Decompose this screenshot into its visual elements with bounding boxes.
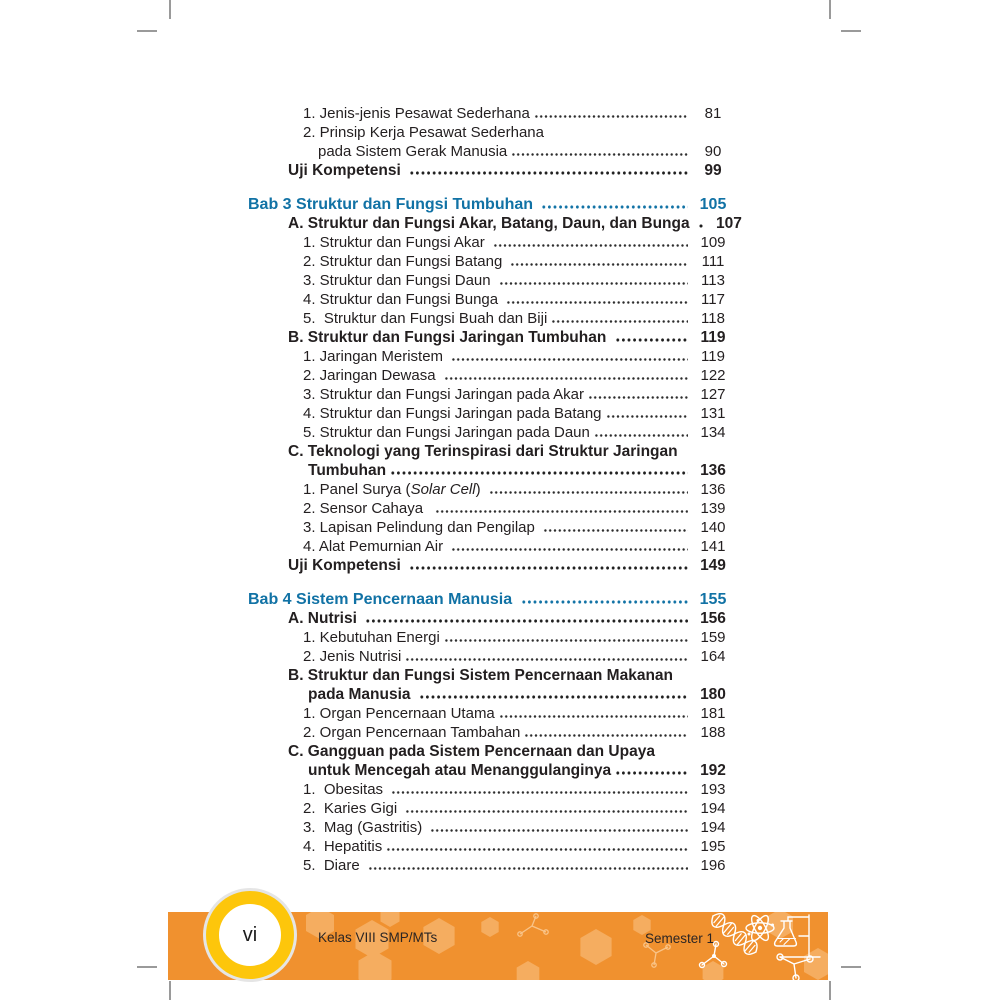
toc-entry-label: pada Sistem Gerak Manusia: [318, 143, 508, 160]
toc-leader-dots: [435, 499, 688, 518]
toc-entry-page: 192: [700, 762, 726, 779]
toc-entry: [248, 142, 735, 161]
toc-entry-label: A. Struktur dan Fungsi Akar, Batang, Daun, dan Bunga: [288, 215, 694, 232]
toc-leader-dots: [444, 366, 688, 385]
toc-entry-page: 149: [700, 557, 726, 574]
toc-leader-dots: [451, 347, 688, 366]
toc-entry-label: 3. Struktur dan Fungsi Jaringan pada Akar: [303, 386, 585, 403]
toc-leader-dots: [405, 799, 688, 818]
toc-entry-page: 136: [700, 481, 726, 498]
toc-gap: [248, 575, 735, 590]
toc-entry: [248, 461, 735, 480]
footer-class-label: Kelas VIII SMP/MTs: [318, 930, 438, 945]
toc-entry: [248, 799, 735, 818]
toc-entry-page: 99: [704, 162, 722, 179]
toc-leader-dots: [551, 309, 688, 328]
toc-entry-page: 113: [701, 272, 725, 289]
toc-entry-page: 119: [700, 329, 726, 346]
toc-leader-dots: [499, 704, 688, 723]
toc-entry-page: 122: [700, 367, 726, 384]
toc-leader-dots: [409, 556, 688, 575]
toc-entry-page: 155: [699, 591, 727, 608]
toc-entry-page: 109: [700, 234, 726, 251]
toc-entry-page: 194: [700, 819, 726, 836]
toc-entry: [248, 609, 735, 628]
toc-entry: [248, 271, 735, 290]
toc-entry-page: 180: [700, 686, 726, 703]
toc-entry-page: 117: [701, 291, 725, 308]
toc-entry-page: 195: [700, 838, 726, 855]
toc-entry-label: 5. Struktur dan Fungsi Buah dan Biji: [303, 310, 548, 327]
toc-entry-label: B. Struktur dan Fungsi Jaringan Tumbuhan: [288, 329, 611, 346]
toc-leader-dots: [698, 214, 704, 233]
toc-leader-dots: [386, 837, 688, 856]
toc-entry-label: 2. Prinsip Kerja Pesawat Sederhana: [303, 124, 544, 141]
toc-entry-page: 159: [700, 629, 726, 646]
toc-entry-label: Tumbuhan: [308, 462, 387, 479]
toc-leader-dots: [541, 195, 688, 214]
toc-entry-page: 181: [700, 705, 726, 722]
toc-entry-label: 2. Organ Pencernaan Tambahan: [303, 724, 521, 741]
toc-entry-page: 141: [700, 538, 726, 555]
toc-entry: [248, 480, 735, 499]
toc-entry-label: Uji Kompetensi: [288, 162, 406, 179]
toc-entry-page: 164: [700, 648, 726, 665]
toc-leader-dots: [493, 233, 688, 252]
toc-gap: [248, 180, 735, 195]
toc-entry-label: 4. Hepatitis: [303, 838, 383, 855]
toc-entry-page: 90: [704, 143, 722, 160]
toc-leader-dots: [594, 423, 688, 442]
toc-leader-dots: [405, 647, 688, 666]
toc-entry-label: 1. Obesitas: [303, 781, 388, 798]
toc-entry-label: 3. Struktur dan Fungsi Daun: [303, 272, 495, 289]
toc-entry: [248, 647, 735, 666]
toc-leader-dots: [606, 404, 688, 423]
crop-mark: [169, 0, 171, 19]
toc-entry-label: 2. Jenis Nutrisi: [303, 648, 402, 665]
toc-leader-dots: [365, 609, 688, 628]
toc-entry-label: 4. Alat Pemurnian Air: [303, 538, 448, 555]
toc-entry: [248, 556, 735, 575]
toc-entry-label: Uji Kompetensi: [288, 557, 406, 574]
toc-entry-label: 1. Jenis-jenis Pesawat Sederhana: [303, 105, 530, 122]
table-of-contents: [248, 104, 742, 875]
toc-entry: [248, 723, 735, 742]
crop-mark: [137, 30, 157, 32]
toc-entry: [248, 161, 735, 180]
toc-leader-dots: [510, 252, 688, 271]
toc-entry-label: 4. Struktur dan Fungsi Jaringan pada Batang: [303, 405, 602, 422]
toc-entry-page: 134: [700, 424, 726, 441]
toc-leader-dots: [368, 856, 688, 875]
toc-leader-dots: [409, 161, 688, 180]
crop-mark: [841, 30, 861, 32]
toc-entry-page: 194: [700, 800, 726, 817]
toc-entry-page: 107: [715, 215, 742, 232]
toc-entry-page: 136: [700, 462, 726, 479]
toc-entry-page: 196: [700, 857, 726, 874]
toc-entry-label: A. Nutrisi: [288, 610, 362, 627]
toc-entry-label: untuk Mencegah atau Menanggulanginya: [308, 762, 612, 779]
toc-entry: [248, 761, 735, 780]
crop-mark: [137, 966, 157, 968]
toc-leader-dots: [390, 461, 688, 480]
toc-entry-page: 139: [700, 500, 726, 517]
toc-leader-dots: [524, 723, 688, 742]
toc-entry-page: 156: [700, 610, 726, 627]
toc-entry: [248, 366, 735, 385]
toc-entry: [248, 742, 735, 761]
footer-semester-label: Semester 1: [645, 931, 715, 946]
toc-entry: [248, 442, 735, 461]
toc-entry-label: 1. Organ Pencernaan Utama: [303, 705, 495, 722]
toc-entry: [248, 195, 735, 214]
toc-entry: [248, 837, 735, 856]
toc-entry: [248, 123, 735, 142]
toc-entry-label: 2. Struktur dan Fungsi Batang: [303, 253, 507, 270]
toc-entry-label: 3. Lapisan Pelindung dan Pengilap: [303, 519, 540, 536]
toc-entry-page: 127: [700, 386, 726, 403]
toc-entry-label: B. Struktur dan Fungsi Sistem Pencernaan Makanan: [288, 667, 674, 684]
toc-entry-label: 2. Sensor Cahaya: [303, 500, 432, 517]
crop-mark: [169, 981, 171, 1000]
toc-entry: [248, 404, 735, 423]
toc-leader-dots: [543, 518, 688, 537]
toc-entry: [248, 818, 735, 837]
toc-entry: [248, 290, 735, 309]
toc-leader-dots: [419, 685, 688, 704]
toc-entry-page: 81: [704, 105, 722, 122]
toc-entry-page: 111: [701, 253, 725, 270]
crop-mark: [829, 0, 831, 19]
toc-entry-label: 4. Struktur dan Fungsi Bunga: [303, 291, 503, 308]
toc-entry-label: 2. Jaringan Dewasa: [303, 367, 440, 384]
toc-entry: [248, 685, 735, 704]
toc-entry: [248, 328, 735, 347]
toc-entry-page: 193: [700, 781, 726, 798]
toc-entry: [248, 233, 735, 252]
toc-leader-dots: [615, 761, 688, 780]
toc-leader-dots: [534, 104, 688, 123]
toc-entry: [248, 537, 735, 556]
toc-entry-page: 131: [700, 405, 726, 422]
toc-entry: [248, 423, 735, 442]
toc-entry-page: 105: [699, 196, 727, 213]
toc-entry-label: 2. Karies Gigi: [303, 800, 402, 817]
toc-entry-label: 1. Panel Surya (Solar Cell): [303, 481, 485, 498]
toc-entry-label: C. Gangguan pada Sistem Pencernaan dan Upaya: [288, 743, 655, 760]
toc-entry: [248, 628, 735, 647]
toc-entry: [248, 499, 735, 518]
toc-entry-label: Bab 4 Sistem Pencernaan Manusia: [248, 591, 517, 608]
toc-leader-dots: [506, 290, 688, 309]
toc-entry: [248, 104, 735, 123]
toc-leader-dots: [489, 480, 688, 499]
toc-entry: [248, 309, 735, 328]
toc-leader-dots: [444, 628, 688, 647]
toc-entry-page: 119: [701, 348, 725, 365]
toc-entry: [248, 518, 735, 537]
toc-entry: [248, 780, 735, 799]
toc-entry-label: 5. Diare: [303, 857, 364, 874]
toc-entry: [248, 704, 735, 723]
toc-entry: [248, 666, 735, 685]
page-number-badge: [206, 891, 294, 979]
toc-entry-label: 1. Struktur dan Fungsi Akar: [303, 234, 489, 251]
crop-mark: [829, 981, 831, 1000]
toc-entry: [248, 590, 735, 609]
toc-leader-dots: [430, 818, 688, 837]
toc-leader-dots: [615, 328, 688, 347]
toc-entry-label: 5. Struktur dan Fungsi Jaringan pada Daun: [303, 424, 590, 441]
toc-entry-label: 1. Jaringan Meristem: [303, 348, 448, 365]
toc-entry-label: 1. Kebutuhan Energi: [303, 629, 440, 646]
toc-entry-page: 118: [701, 310, 725, 327]
toc-leader-dots: [511, 142, 688, 161]
toc-entry: [248, 856, 735, 875]
toc-entry-label: C. Teknologi yang Terinspirasi dari Struktur Jaringan: [288, 443, 678, 460]
toc-entry: [248, 347, 735, 366]
toc-entry-label: 3. Mag (Gastritis): [303, 819, 427, 836]
toc-entry-page: 140: [700, 519, 726, 536]
toc-leader-dots: [588, 385, 688, 404]
toc-entry-label: Bab 3 Struktur dan Fungsi Tumbuhan: [248, 196, 538, 213]
toc-entry: [248, 214, 742, 233]
crop-mark: [841, 966, 861, 968]
toc-leader-dots: [521, 590, 688, 609]
toc-leader-dots: [451, 537, 688, 556]
toc-leader-dots: [499, 271, 688, 290]
toc-entry: [248, 252, 735, 271]
toc-entry: [248, 385, 735, 404]
toc-leader-dots: [391, 780, 688, 799]
toc-entry-label: pada Manusia: [308, 686, 415, 703]
toc-entry-page: 188: [700, 724, 726, 741]
dna-icon: [708, 912, 761, 958]
page-number: vi: [242, 923, 258, 946]
